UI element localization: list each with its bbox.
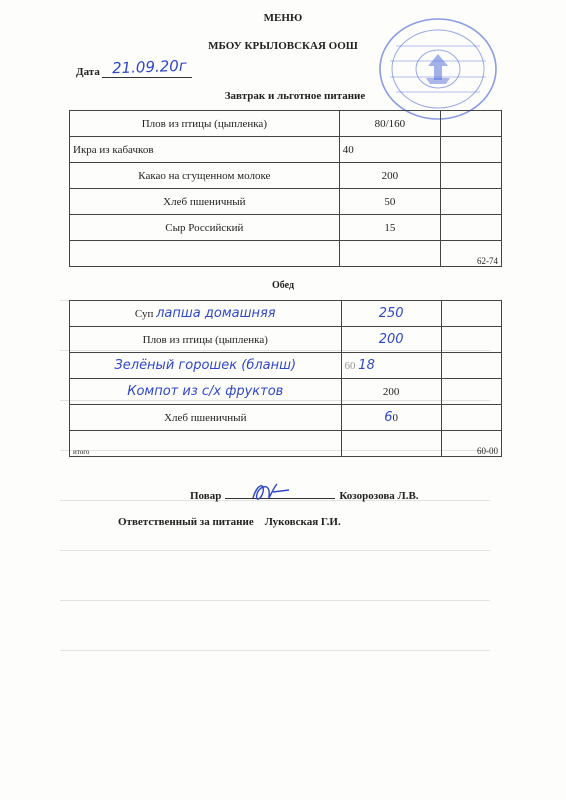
date-label: Дата: [76, 66, 100, 78]
table-row: [70, 327, 502, 353]
lunch-table: [69, 300, 502, 457]
dish-cell: [70, 405, 342, 431]
dish-extra: [441, 189, 502, 215]
dish-extra: [441, 215, 502, 241]
dish-extra: [441, 163, 502, 189]
dish-cell: [70, 301, 342, 327]
dish-cell: [70, 353, 342, 379]
lunch-total-label: итого: [70, 431, 342, 457]
dish-extra: [441, 111, 502, 137]
date-handwritten: 21.09.20г: [111, 56, 187, 78]
dish-qty: 200: [339, 163, 440, 189]
dish-name: Плов из птицы (цыпленка): [70, 111, 340, 137]
lunch-heading: Обед: [271, 280, 294, 291]
table-row-total: [70, 431, 502, 457]
dish-name-handwritten: Компот из с/х фруктов: [127, 384, 284, 399]
dish-qty-handwritten: 200: [378, 332, 404, 347]
school-stamp-icon: [376, 16, 500, 122]
menu-title: МЕНЮ: [263, 12, 303, 24]
dish-qty: 60: [344, 360, 356, 372]
cook-signature-icon: [245, 478, 295, 506]
dish-name: Суп: [134, 308, 154, 320]
dish-cell: [70, 379, 342, 405]
dish-qty: 200: [382, 386, 400, 398]
breakfast-total: 62-74: [441, 241, 502, 267]
dish-name-handwritten: лапша домашняя: [156, 306, 276, 321]
table-row: [70, 163, 502, 189]
dish-qty-handwritten: 250: [378, 306, 404, 321]
dish-name-handwritten: Зелёный горошек (бланш): [114, 358, 297, 373]
breakfast-table: [69, 110, 502, 267]
cook-signature-row: [190, 490, 419, 502]
dish-qty-cell: [341, 301, 441, 327]
dish-qty-cell: [341, 405, 441, 431]
responsible-name: Луковская Г.И.: [264, 516, 341, 528]
dish-extra: [441, 137, 502, 163]
dish-name: Какао на сгущенном молоке: [70, 163, 340, 189]
dish-name: Икра из кабачков: [70, 137, 340, 163]
table-row: [70, 137, 502, 163]
breakfast-heading: Завтрак и льготное питание: [224, 90, 366, 102]
responsible-row: [118, 516, 341, 528]
table-row: [70, 379, 502, 405]
table-row: [70, 301, 502, 327]
dish-qty-cell: [341, 353, 441, 379]
dish-qty: 80/160: [339, 111, 440, 137]
responsible-label: Ответственный за питание: [118, 516, 254, 528]
table-row: [70, 353, 502, 379]
dish-qty-handwritten: 6: [384, 410, 393, 425]
dish-qty-cell: [341, 379, 441, 405]
dish-qty: 40: [339, 137, 440, 163]
dish-name: Хлеб пшеничный: [70, 189, 340, 215]
table-row-total: [70, 241, 502, 267]
dish-cell: [70, 327, 342, 353]
dish-name: Хлеб пшеничный: [164, 412, 247, 424]
dish-qty-cell: [341, 327, 441, 353]
table-row: [70, 189, 502, 215]
dish-name: Плов из птицы (цыпленка): [142, 334, 268, 346]
table-row: [70, 111, 502, 137]
school-name: МБОУ КРЫЛОВСКАЯ ООШ: [208, 40, 358, 52]
dish-qty: 15: [339, 215, 440, 241]
table-row: [70, 215, 502, 241]
dish-qty: 0: [392, 412, 399, 424]
dish-name: Сыр Российский: [70, 215, 340, 241]
dish-qty: 50: [339, 189, 440, 215]
cook-label: Повар: [190, 490, 222, 502]
table-row: [70, 405, 502, 431]
cook-name: Козорозова Л.В.: [339, 490, 419, 502]
dish-qty-handwritten: 18: [358, 358, 375, 373]
lunch-total: 60-00: [441, 431, 501, 457]
